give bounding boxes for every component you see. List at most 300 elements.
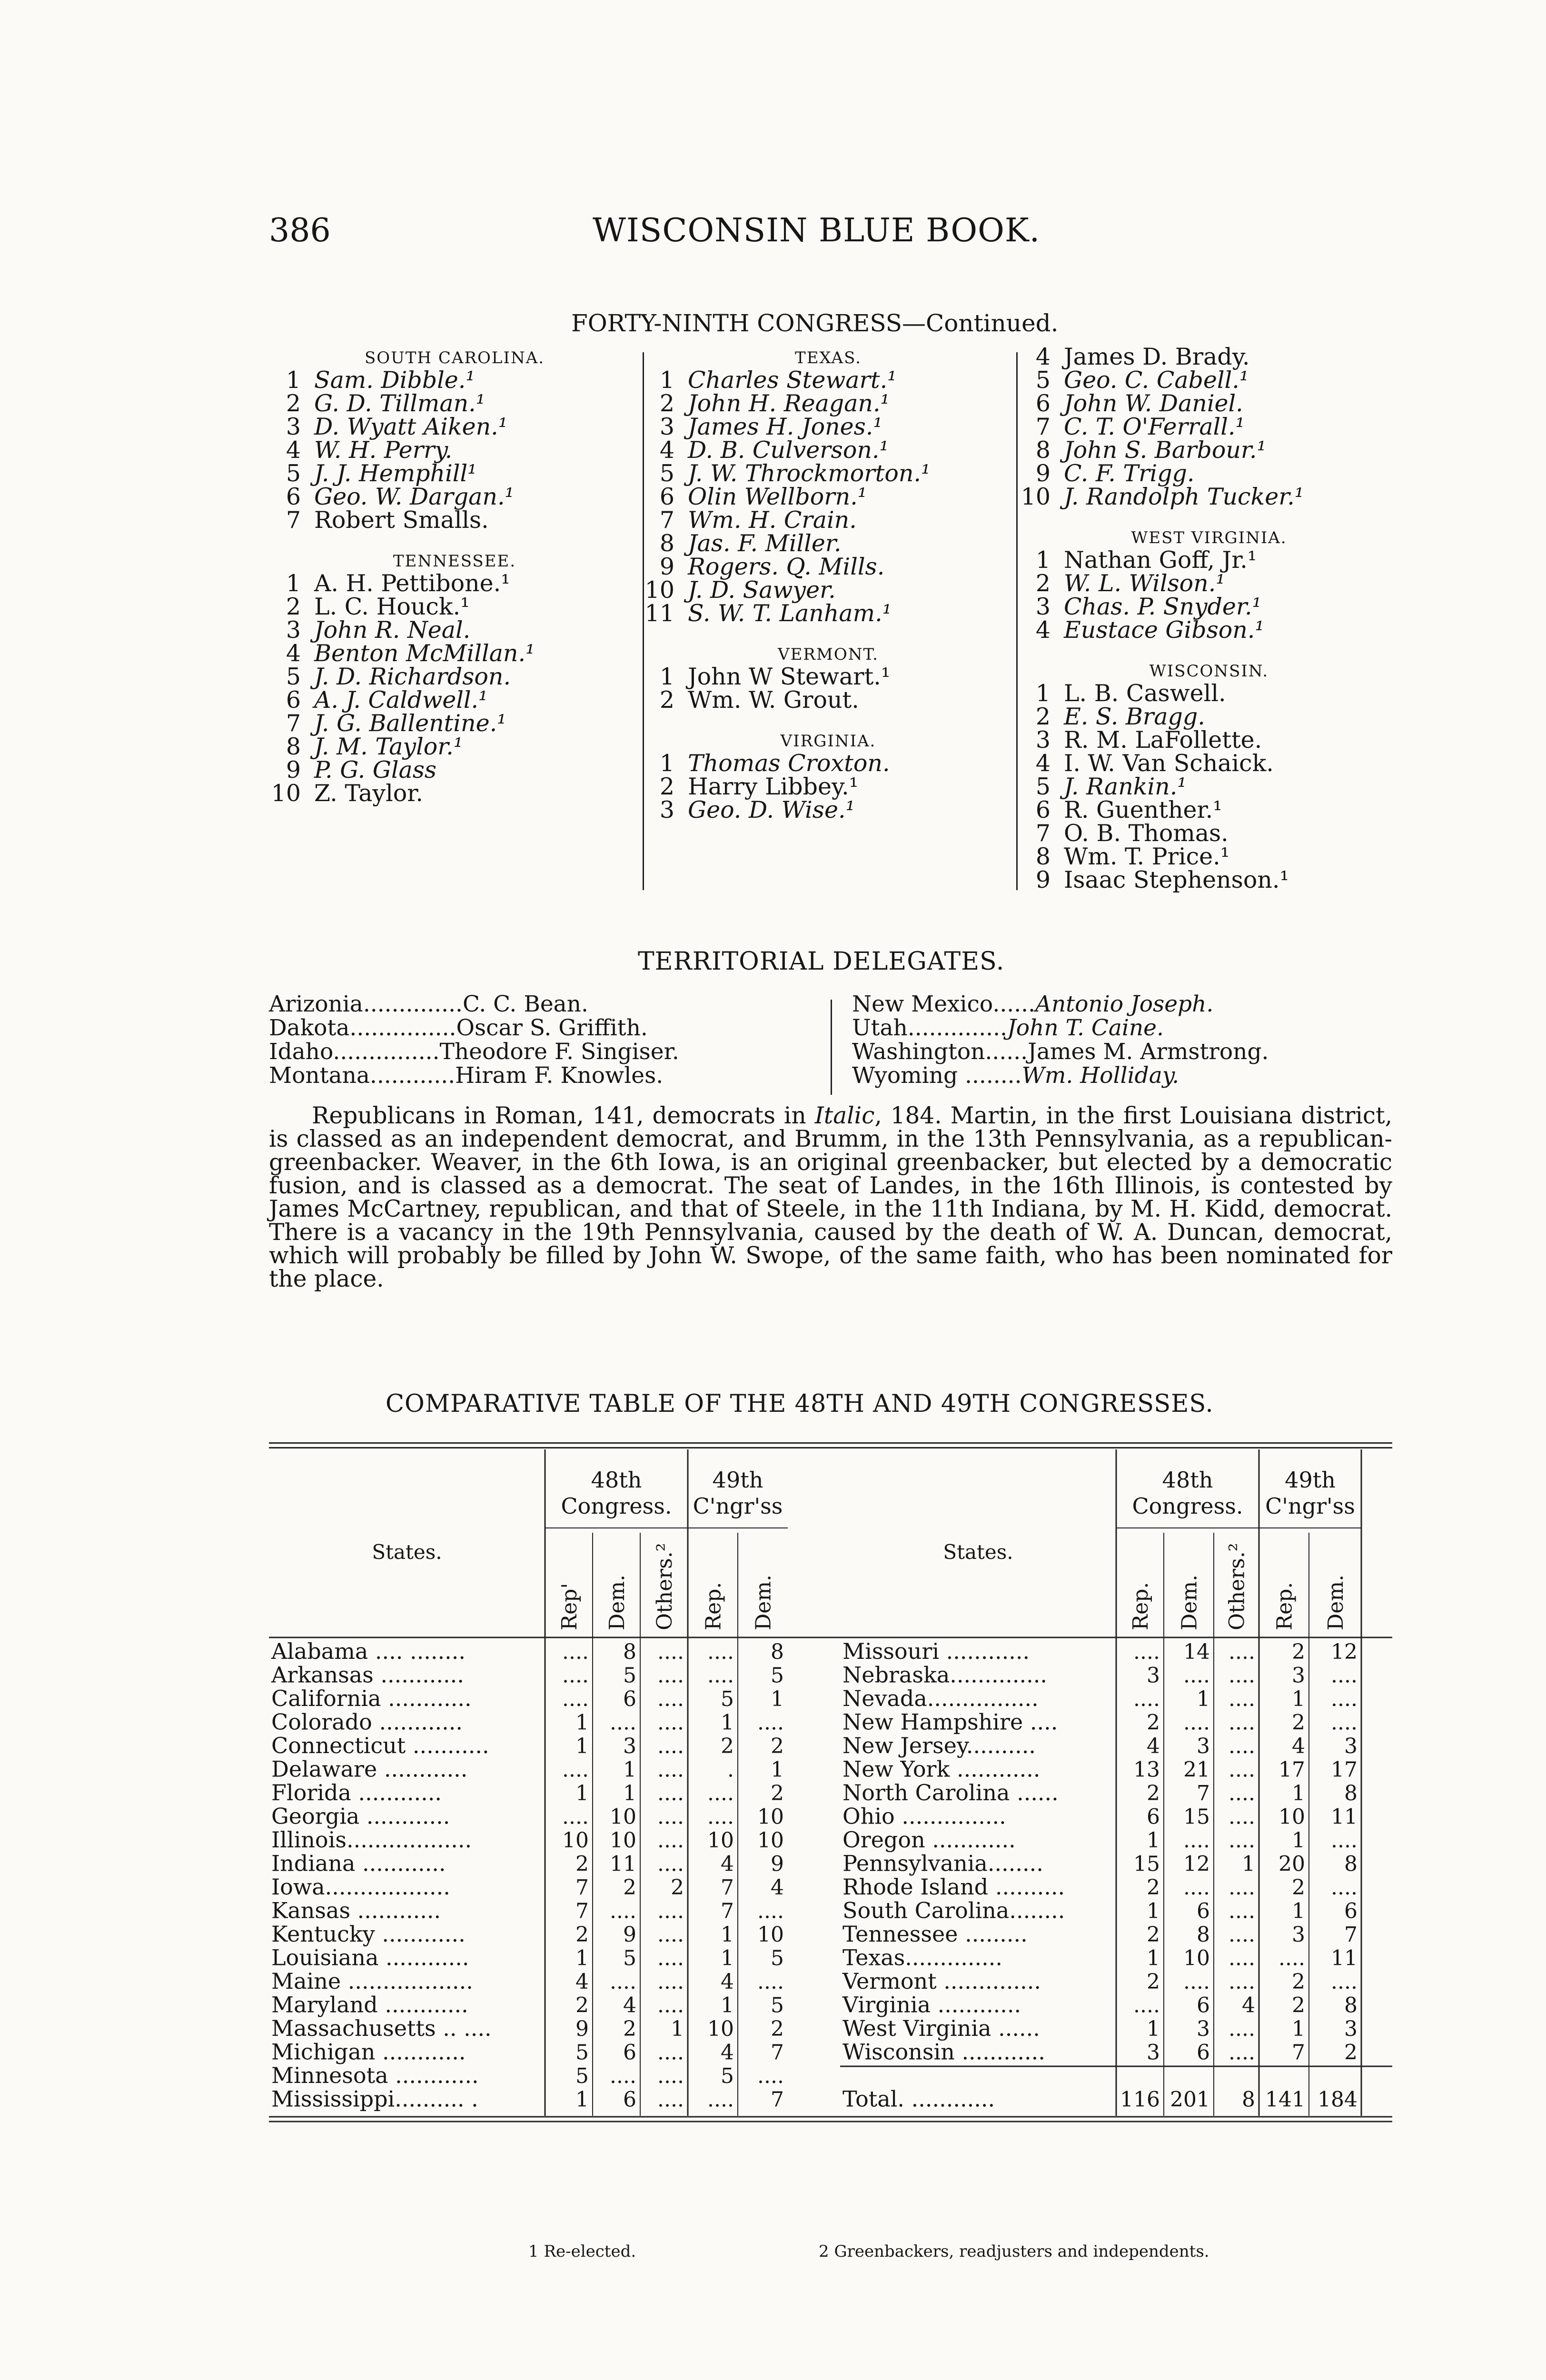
member-name: Geo. D. Wise.¹ bbox=[688, 796, 855, 823]
table-cell: 1 bbox=[575, 2087, 589, 2112]
state-name: Total. ............ bbox=[842, 2086, 995, 2112]
table-cell: .... bbox=[1229, 1640, 1255, 1664]
member-row bbox=[643, 602, 1014, 625]
table-cell: .... bbox=[1229, 1781, 1255, 1805]
district-number: 2 bbox=[659, 773, 674, 800]
table-cell: .... bbox=[657, 1663, 684, 1688]
district-number: 2 bbox=[659, 390, 674, 417]
table-cell: 2 bbox=[623, 2017, 636, 2041]
delegate-row bbox=[852, 1064, 1399, 1088]
table-cell: .... bbox=[1229, 1710, 1255, 1735]
district-number: 3 bbox=[286, 413, 301, 440]
member-row bbox=[1019, 775, 1399, 798]
table-cell: .... bbox=[1331, 1687, 1358, 1711]
table-cell: 10 bbox=[610, 1828, 636, 1853]
table-cell: 1 bbox=[1242, 1852, 1255, 1876]
member-name: John H. Reagan.¹ bbox=[688, 390, 890, 417]
table-cell: .... bbox=[1183, 1970, 1210, 1994]
member-name: John W Stewart.¹ bbox=[688, 663, 891, 690]
member-row bbox=[643, 665, 1014, 688]
table-cell: .... bbox=[1229, 1687, 1255, 1711]
column-divider-1 bbox=[643, 352, 644, 890]
member-row bbox=[269, 508, 640, 532]
table-cell: 17 bbox=[1278, 1757, 1305, 1782]
table-cell: 2 bbox=[1147, 1781, 1160, 1805]
district-number: 4 bbox=[286, 436, 301, 464]
member-name: Chas. P. Snyder.¹ bbox=[1064, 593, 1262, 620]
table-cell: 1 bbox=[1292, 1781, 1305, 1805]
table-cell: .... bbox=[707, 1640, 734, 1664]
table-cell: 1 bbox=[623, 1757, 636, 1782]
member-name: P. G. Glass bbox=[314, 756, 437, 783]
delegate-name: Theodore F. Singiser. bbox=[439, 1039, 679, 1065]
table-cell: .... bbox=[1229, 1875, 1255, 1900]
member-name: L. B. Caswell. bbox=[1064, 680, 1226, 707]
table-cell: 2 bbox=[1147, 1710, 1160, 1735]
table-cell: 10 bbox=[707, 1828, 734, 1853]
table-cell: .... bbox=[657, 1828, 684, 1853]
group-48-header: Congress. bbox=[561, 1493, 672, 1519]
member-name: James H. Jones.¹ bbox=[688, 413, 882, 440]
table-cell: 10 bbox=[1278, 1805, 1305, 1829]
state-name: Rhode Island .......... bbox=[842, 1874, 1065, 1900]
table-cell: 1 bbox=[623, 1781, 636, 1805]
member-name: Robert Smalls. bbox=[314, 506, 489, 534]
district-number: 3 bbox=[1035, 593, 1050, 620]
member-name: S. W. T. Lanham.¹ bbox=[688, 600, 892, 627]
table-cell: 11 bbox=[1331, 1946, 1358, 1971]
table-cell: .... bbox=[657, 1805, 684, 1829]
table-cell: . bbox=[727, 1757, 734, 1782]
table-cell: .... bbox=[1331, 1875, 1358, 1900]
table-cell: 116 bbox=[1120, 2087, 1160, 2112]
member-row bbox=[269, 438, 640, 462]
column-header: Rep. bbox=[1272, 1582, 1297, 1630]
member-row bbox=[269, 368, 640, 392]
column-header: Others.² bbox=[1225, 1543, 1249, 1630]
table-cell: 3 bbox=[1197, 2017, 1210, 2041]
member-row bbox=[269, 485, 640, 508]
table-cell: 4 bbox=[721, 1852, 734, 1876]
delegate-row bbox=[269, 1016, 793, 1040]
table-cell: .... bbox=[757, 1899, 784, 1924]
table-cell: .... bbox=[1331, 1828, 1358, 1853]
table-cell: 5 bbox=[721, 2064, 734, 2088]
table-cell: 2 bbox=[1292, 1640, 1305, 1664]
member-name: R. M. LaFollette. bbox=[1064, 726, 1262, 754]
table-cell: 3 bbox=[1197, 1734, 1210, 1758]
column-header: Others.² bbox=[653, 1543, 677, 1630]
table-cell: .... bbox=[657, 1757, 684, 1782]
table-cell: 7 bbox=[721, 1875, 734, 1900]
member-name: J. W. Throckmorton.¹ bbox=[688, 460, 931, 487]
table-cell: 9 bbox=[771, 1852, 784, 1876]
table-cell: .... bbox=[1229, 1828, 1255, 1853]
table-cell: 2 bbox=[1292, 1875, 1305, 1900]
member-row bbox=[643, 798, 1014, 822]
state-name: Wisconsin ............ bbox=[842, 2039, 1045, 2065]
table-cell: 4 bbox=[1242, 1993, 1255, 2018]
table-cell: 4 bbox=[575, 1970, 589, 1994]
column-header: Dem. bbox=[1324, 1574, 1348, 1630]
table-cell: 12 bbox=[1183, 1852, 1210, 1876]
member-row bbox=[269, 735, 640, 758]
table-cell: 1 bbox=[575, 1946, 589, 1971]
delegate-name: Antonio Joseph. bbox=[1035, 991, 1214, 1017]
member-name: J. D. Sawyer. bbox=[688, 576, 836, 604]
district-number: 2 bbox=[659, 686, 674, 714]
state-name: Pennsylvania........ bbox=[842, 1850, 1043, 1876]
member-name: L. C. Houck.¹ bbox=[314, 593, 470, 620]
table-cell: .... bbox=[657, 1993, 684, 2018]
state-name: Texas.............. bbox=[842, 1944, 1003, 1971]
table-cell: .... bbox=[657, 1899, 684, 1924]
table-cell: 7 bbox=[771, 2040, 784, 2065]
member-name: Wm. W. Grout. bbox=[688, 686, 859, 714]
table-cell: 5 bbox=[575, 2040, 589, 2065]
table-cell: 4 bbox=[771, 1875, 784, 1900]
district-number: 3 bbox=[1035, 726, 1050, 754]
member-name: Geo. W. Dargan.¹ bbox=[314, 483, 515, 510]
district-number: 5 bbox=[659, 460, 674, 487]
district-number: 10 bbox=[644, 576, 674, 604]
member-row bbox=[269, 595, 640, 618]
member-name: R. Guenther.¹ bbox=[1064, 796, 1222, 823]
delegate-name: James M. Armstrong. bbox=[1028, 1039, 1269, 1065]
state-name: Missouri ............ bbox=[842, 1638, 1030, 1664]
table-cell: .... bbox=[610, 1970, 636, 1994]
member-name: Harry Libbey.¹ bbox=[688, 773, 859, 800]
group-49-header: 49th bbox=[1285, 1467, 1336, 1493]
table-cell: .... bbox=[657, 2040, 684, 2065]
state-name: West Virginia ...... bbox=[842, 2015, 1040, 2041]
member-name: Charles Stewart.¹ bbox=[688, 367, 897, 394]
member-row bbox=[643, 775, 1014, 798]
member-row bbox=[643, 368, 1014, 392]
member-row bbox=[643, 508, 1014, 532]
state-name: Minnesota ............ bbox=[271, 2063, 479, 2088]
territorial-right bbox=[852, 992, 1399, 1088]
member-row bbox=[269, 618, 640, 642]
table-cell: 4 bbox=[721, 1970, 734, 1994]
district-number: 5 bbox=[1035, 367, 1050, 394]
table-cell: .... bbox=[757, 1710, 784, 1735]
table-cell: 1 bbox=[575, 1781, 589, 1805]
district-number: 1 bbox=[286, 367, 301, 394]
table-cell: 1 bbox=[1292, 1899, 1305, 1924]
table-cell: 20 bbox=[1278, 1852, 1305, 1876]
table-cell: 3 bbox=[1344, 1734, 1358, 1758]
state-name: Nebraska.............. bbox=[842, 1662, 1047, 1688]
state-name: California ............ bbox=[271, 1686, 472, 1711]
member-name: O. B. Thomas. bbox=[1064, 820, 1229, 847]
group-49-header: 49th bbox=[712, 1467, 763, 1493]
table-cell: 2 bbox=[575, 1993, 589, 2018]
delegate-row bbox=[852, 1016, 1399, 1040]
member-name: Wm. T. Price.¹ bbox=[1064, 843, 1230, 870]
member-name: Geo. C. Cabell.¹ bbox=[1064, 367, 1249, 394]
member-name: W. L. Wilson.¹ bbox=[1064, 570, 1225, 597]
district-number: 9 bbox=[1035, 866, 1050, 893]
state-name: Georgia ............ bbox=[271, 1803, 450, 1829]
table-cell: 11 bbox=[1331, 1805, 1358, 1829]
state-name: Iowa.................. bbox=[271, 1874, 450, 1900]
state-name: Alabama .... ........ bbox=[271, 1638, 466, 1664]
table-cell: 10 bbox=[610, 1805, 636, 1829]
member-row bbox=[643, 532, 1014, 555]
table-cell: 7 bbox=[721, 1899, 734, 1924]
table-cell: 9 bbox=[623, 1923, 636, 1947]
table-cell: 9 bbox=[575, 2017, 589, 2041]
table-cell: .... bbox=[657, 1970, 684, 1994]
group-49-header: C'ngr'ss bbox=[693, 1493, 783, 1519]
state-name: South Carolina........ bbox=[842, 1897, 1065, 1924]
district-number: 3 bbox=[659, 413, 674, 440]
table-cell: 1 bbox=[1292, 1687, 1305, 1711]
district-number: 6 bbox=[1035, 796, 1050, 823]
member-name: D. Wyatt Aiken.¹ bbox=[314, 413, 508, 440]
table-cell: .... bbox=[1183, 1875, 1210, 1900]
column-header: Rep. bbox=[701, 1582, 726, 1630]
state-name: Oregon ............ bbox=[842, 1827, 1016, 1853]
table-cell: 2 bbox=[1147, 1923, 1160, 1947]
member-row bbox=[643, 485, 1014, 508]
table-cell: 1 bbox=[575, 1734, 589, 1758]
delegate-row bbox=[269, 1040, 793, 1064]
table-cell: 6 bbox=[623, 1687, 636, 1711]
table-cell: 4 bbox=[623, 1993, 636, 2018]
table-cell: 141 bbox=[1265, 2087, 1305, 2112]
delegate-row bbox=[269, 992, 793, 1016]
territory-name: New Mexico...... bbox=[852, 991, 1036, 1017]
table-cell: 1 bbox=[721, 1710, 734, 1735]
member-row bbox=[1019, 438, 1399, 462]
member-row bbox=[1019, 485, 1399, 508]
state-name: Tennessee ......... bbox=[842, 1921, 1028, 1947]
column-header: Rep' bbox=[557, 1583, 582, 1630]
state-name: Louisiana ............ bbox=[271, 1944, 469, 1971]
district-number: 6 bbox=[286, 686, 301, 714]
table-cell: .... bbox=[657, 1734, 684, 1758]
table-cell: 2 bbox=[721, 1734, 734, 1758]
district-number: 5 bbox=[1035, 773, 1050, 800]
table-cell: 12 bbox=[1331, 1640, 1358, 1664]
member-row bbox=[269, 392, 640, 415]
member-name: J. G. Ballentine.¹ bbox=[314, 710, 506, 737]
table-cell: 10 bbox=[757, 1828, 784, 1853]
district-number: 2 bbox=[1035, 570, 1050, 597]
table-cell: 8 bbox=[623, 1640, 636, 1664]
member-name: I. W. Van Schaick. bbox=[1064, 750, 1274, 777]
para-italic-word: Italic bbox=[814, 1102, 875, 1129]
table-cell: 1 bbox=[671, 2017, 684, 2041]
table-cell: 6 bbox=[623, 2040, 636, 2065]
district-number: 7 bbox=[1035, 820, 1050, 847]
district-number: 3 bbox=[286, 616, 301, 644]
member-name: John W. Daniel. bbox=[1064, 390, 1243, 417]
party-note-paragraph bbox=[269, 1104, 1392, 1291]
delegate-name: John T. Caine. bbox=[1007, 1015, 1164, 1041]
member-row bbox=[269, 782, 640, 805]
member-row bbox=[1019, 728, 1399, 752]
table-cell: 8 bbox=[1344, 1781, 1358, 1805]
member-name: E. S. Bragg. bbox=[1064, 703, 1205, 730]
member-name: J. D. Richardson. bbox=[314, 663, 511, 690]
para-part-1: Republicans in Roman, 141, democrats in bbox=[312, 1102, 815, 1129]
table-cell: 5 bbox=[771, 1946, 784, 1971]
table-cell: 8 bbox=[1344, 1852, 1358, 1876]
table-cell: .... bbox=[1229, 1734, 1255, 1758]
table-cell: 8 bbox=[1197, 1923, 1210, 1947]
footnote-2: 2 Greenbackers, readjusters and independents. bbox=[819, 2242, 1209, 2261]
district-number: 7 bbox=[1035, 413, 1050, 440]
delegate-name: Hiram F. Knowles. bbox=[455, 1062, 664, 1089]
table-cell: 6 bbox=[1197, 1993, 1210, 2018]
state-heading: TENNESSEE. bbox=[393, 552, 516, 571]
group-48-header: Congress. bbox=[1132, 1493, 1243, 1519]
district-number: 4 bbox=[1035, 343, 1050, 370]
member-name: Wm. H. Crain. bbox=[688, 506, 857, 534]
table-cell: .... bbox=[610, 2064, 636, 2088]
member-row bbox=[1019, 368, 1399, 392]
member-row bbox=[1019, 572, 1399, 595]
table-cell: 10 bbox=[562, 1828, 589, 1853]
member-row bbox=[643, 555, 1014, 578]
column-header: Dem. bbox=[605, 1574, 629, 1630]
table-cell: 2 bbox=[771, 1734, 784, 1758]
member-name: J. Randolph Tucker.¹ bbox=[1064, 483, 1304, 510]
member-name: John R. Neal. bbox=[314, 616, 471, 644]
table-cell: 184 bbox=[1318, 2087, 1358, 2112]
territory-name: Idaho............... bbox=[269, 1039, 440, 1065]
table-cell: .... bbox=[562, 1805, 589, 1829]
table-cell: 7 bbox=[575, 1899, 589, 1924]
member-name: J. Rankin.¹ bbox=[1064, 773, 1187, 800]
member-row bbox=[643, 578, 1014, 602]
table-cell: .... bbox=[610, 1899, 636, 1924]
table-cell: 6 bbox=[1197, 1899, 1210, 1924]
table-cell: 2 bbox=[575, 1923, 589, 1947]
state-name: Kansas ............ bbox=[271, 1897, 441, 1924]
table-cell: 3 bbox=[1147, 2040, 1160, 2065]
table-cell: 4 bbox=[1292, 1734, 1305, 1758]
table-cell: .... bbox=[1229, 1946, 1255, 1971]
states-label: States. bbox=[943, 1540, 1013, 1564]
table-cell: 13 bbox=[1133, 1757, 1160, 1782]
table-cell: .... bbox=[657, 1852, 684, 1876]
state-name: Virginia ............ bbox=[842, 1992, 1021, 2018]
table-cell: 201 bbox=[1170, 2087, 1210, 2112]
state-name: Ohio ............... bbox=[842, 1803, 1006, 1829]
district-number: 9 bbox=[286, 756, 301, 783]
district-number: 4 bbox=[1035, 750, 1050, 777]
state-heading: WEST VIRGINIA. bbox=[1131, 528, 1287, 547]
state-heading: SOUTH CAROLINA. bbox=[364, 348, 545, 367]
territory-name: Wyoming ........ bbox=[852, 1062, 1022, 1089]
table-cell: 2 bbox=[1292, 1993, 1305, 2018]
table-cell: 2 bbox=[771, 1781, 784, 1805]
table-cell: 1 bbox=[1147, 2017, 1160, 2041]
column-header: Dem. bbox=[751, 1574, 776, 1630]
district-number: 8 bbox=[1035, 436, 1050, 464]
member-row bbox=[269, 642, 640, 665]
table-cell: 1 bbox=[721, 1923, 734, 1947]
table-cell: 3 bbox=[623, 1734, 636, 1758]
group-48-header: 48th bbox=[1162, 1467, 1213, 1493]
member-row bbox=[1019, 345, 1399, 368]
member-row bbox=[1019, 392, 1399, 415]
territory-name: Montana............ bbox=[269, 1062, 456, 1089]
column-header: Dem. bbox=[1177, 1574, 1202, 1630]
member-name: Olin Wellborn.¹ bbox=[688, 483, 867, 510]
table-cell: 7 bbox=[575, 1875, 589, 1900]
state-name: Maine .................. bbox=[271, 1968, 473, 1994]
table-cell: .... bbox=[1133, 1640, 1160, 1664]
state-name: Vermont .............. bbox=[842, 1968, 1041, 1994]
table-cell: 5 bbox=[721, 1687, 734, 1711]
district-number: 4 bbox=[659, 436, 674, 464]
table-cell: 2 bbox=[671, 1875, 684, 1900]
member-name: A. H. Pettibone.¹ bbox=[314, 570, 510, 597]
district-number: 6 bbox=[659, 483, 674, 510]
state-name: Mississippi.......... . bbox=[271, 2086, 478, 2112]
district-number: 1 bbox=[659, 663, 674, 690]
table-cell: 1 bbox=[1147, 1899, 1160, 1924]
delegate-name: C. C. Bean. bbox=[462, 991, 588, 1017]
table-cell: 7 bbox=[1344, 1923, 1358, 1947]
state-name: Colorado ............ bbox=[271, 1709, 463, 1735]
member-name: G. D. Tillman.¹ bbox=[314, 390, 486, 417]
member-row bbox=[643, 438, 1014, 462]
table-top-rule-2 bbox=[269, 1447, 1392, 1448]
territory-name: Arizonia.............. bbox=[269, 991, 463, 1017]
page-number: 386 bbox=[269, 212, 331, 249]
group-49-header: C'ngr'ss bbox=[1265, 1493, 1355, 1519]
comparative-title: COMPARATIVE TABLE OF THE 48TH AND 49TH CONGRESSES. bbox=[386, 1390, 1214, 1418]
state-name: New Hampshire .... bbox=[842, 1709, 1058, 1735]
member-row bbox=[643, 415, 1014, 438]
state-heading: TEXAS. bbox=[795, 348, 862, 367]
district-number: 2 bbox=[1035, 703, 1050, 730]
table-cell: 2 bbox=[1344, 2040, 1358, 2065]
territorial-left bbox=[269, 992, 793, 1088]
table-cell: .... bbox=[1229, 1970, 1255, 1994]
state-name: Nevada................ bbox=[842, 1686, 1039, 1711]
member-row bbox=[269, 712, 640, 735]
table-cell: 2 bbox=[575, 1852, 589, 1876]
table-cell: .... bbox=[1183, 1663, 1210, 1688]
table-cell: .... bbox=[757, 1970, 784, 1994]
table-cell: 3 bbox=[1147, 1663, 1160, 1688]
table-cell: .... bbox=[657, 2064, 684, 2088]
table-cell: 6 bbox=[1147, 1805, 1160, 1829]
table-cell: 3 bbox=[1344, 2017, 1358, 2041]
territory-name: Washington...... bbox=[852, 1039, 1028, 1065]
district-number: 2 bbox=[286, 390, 301, 417]
member-row bbox=[1019, 845, 1399, 868]
table-cell: .... bbox=[1331, 1710, 1358, 1735]
table-cell: 2 bbox=[1292, 1970, 1305, 1994]
member-name: Eustace Gibson.¹ bbox=[1064, 616, 1264, 644]
member-row bbox=[1019, 822, 1399, 845]
table-cell: 6 bbox=[1344, 1899, 1358, 1924]
member-row bbox=[269, 758, 640, 782]
district-number: 1 bbox=[659, 367, 674, 394]
member-row bbox=[1019, 618, 1399, 642]
table-cell: .... bbox=[1278, 1946, 1305, 1971]
table-cell: 1 bbox=[721, 1993, 734, 2018]
member-row bbox=[1019, 595, 1399, 618]
